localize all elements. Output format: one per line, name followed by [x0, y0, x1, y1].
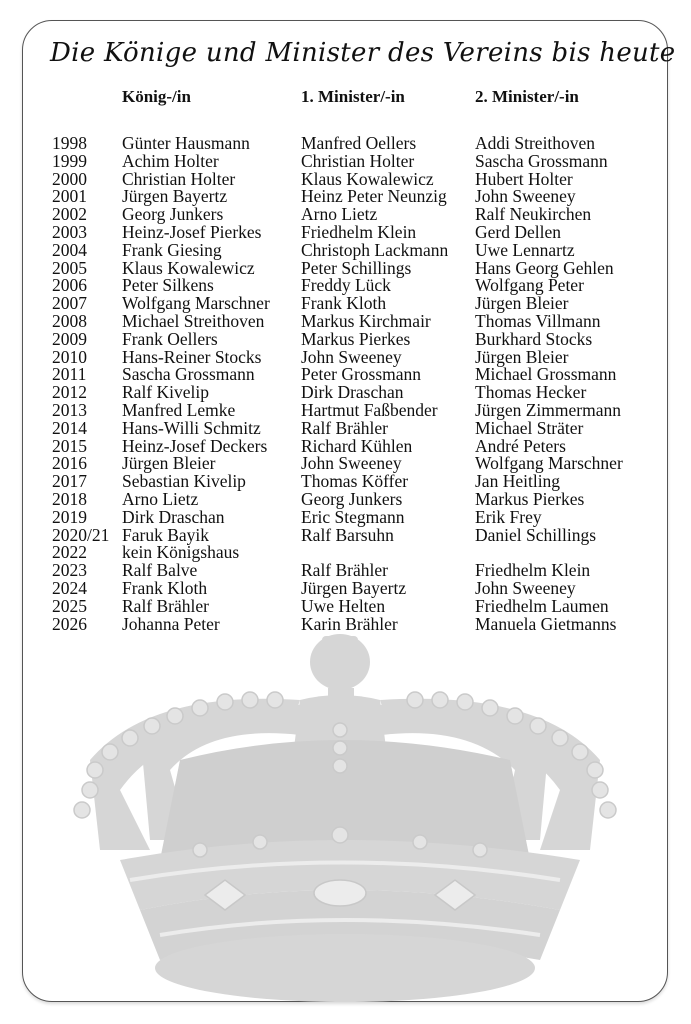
- minister1-cell: Richard Kühlen: [301, 435, 413, 456]
- table-row: [0, 417, 691, 438]
- king-cell: Christian Holter: [122, 168, 236, 189]
- minister1-cell: Peter Schillings: [301, 257, 412, 278]
- minister1-cell: Dirk Draschan: [301, 382, 404, 403]
- minister1-cell: Frank Kloth: [301, 293, 387, 314]
- king-cell: Ralf Balve: [122, 560, 198, 581]
- year-cell: 2020/21: [52, 524, 110, 545]
- king-cell: Michael Streithoven: [122, 310, 265, 331]
- king-cell: Heinz-Josef Pierkes: [122, 221, 262, 242]
- year-cell: 2022: [52, 542, 87, 563]
- header-minister2: 2. Minister/-in: [475, 87, 579, 106]
- minister2-cell: Burkhard Stocks: [475, 328, 593, 349]
- year-cell: 2023: [52, 560, 87, 581]
- minister1-cell: Manfred Oellers: [301, 133, 417, 153]
- year-cell: 2001: [52, 186, 87, 207]
- minister2-cell: Erik Frey: [475, 506, 542, 527]
- king-cell: Frank Oellers: [122, 328, 218, 349]
- king-cell: Hans-Willi Schmitz: [122, 417, 261, 438]
- minister1-cell: Karin Brähler: [301, 613, 398, 634]
- king-cell: Ralf Kivelip: [122, 382, 209, 403]
- minister2-cell: Hans Georg Gehlen: [475, 257, 614, 278]
- king-cell: Jürgen Bayertz: [122, 186, 228, 207]
- year-cell: 2005: [52, 257, 87, 278]
- year-cell: 2015: [52, 435, 87, 456]
- minister1-cell: Ralf Brähler: [301, 417, 388, 438]
- year-cell: 2006: [52, 275, 87, 296]
- year-cell: 1999: [52, 150, 87, 171]
- minister1-cell: Christian Holter: [301, 150, 415, 171]
- year-cell: 2019: [52, 506, 87, 527]
- minister1-cell: John Sweeney: [301, 346, 402, 367]
- king-cell: Ralf Brähler: [122, 595, 209, 616]
- year-cell: 2003: [52, 221, 87, 242]
- table-row: [0, 506, 691, 527]
- minister2-cell: Jürgen Zimmermann: [475, 399, 621, 420]
- minister1-cell: Ralf Brähler: [301, 560, 388, 581]
- minister2-cell: André Peters: [475, 435, 566, 456]
- minister1-cell: Georg Junkers: [301, 488, 403, 509]
- year-cell: 2009: [52, 328, 87, 349]
- king-cell: kein Königshaus: [122, 542, 240, 563]
- minister1-cell: Friedhelm Klein: [301, 221, 417, 242]
- year-cell: 2010: [52, 346, 87, 367]
- minister1-cell: Ralf Barsuhn: [301, 524, 394, 545]
- year-cell: 2018: [52, 488, 87, 509]
- year-cell: 2014: [52, 417, 87, 438]
- header-king: König-/in: [122, 87, 191, 106]
- minister1-cell: Arno Lietz: [301, 204, 378, 225]
- year-cell: 2004: [52, 239, 87, 260]
- year-cell: 2000: [52, 168, 87, 189]
- minister1-cell: Thomas Köffer: [301, 471, 409, 492]
- minister1-cell: Peter Grossmann: [301, 364, 422, 385]
- king-cell: Manfred Lemke: [122, 399, 236, 420]
- minister2-cell: Michael Sträter: [475, 417, 584, 438]
- minister2-cell: Addi Streithoven: [475, 133, 596, 153]
- minister2-cell: Ralf Neukirchen: [475, 204, 592, 225]
- table-row: [0, 239, 691, 260]
- minister1-cell: Markus Kirchmair: [301, 310, 431, 331]
- minister2-cell: Michael Grossmann: [475, 364, 617, 385]
- king-cell: Klaus Kowalewicz: [122, 257, 255, 278]
- king-cell: Hans-Reiner Stocks: [122, 346, 262, 367]
- minister1-cell: Hartmut Faßbender: [301, 399, 438, 420]
- minister2-cell: Thomas Villmann: [475, 310, 601, 331]
- king-cell: Johanna Peter: [122, 613, 220, 634]
- minister1-cell: Markus Pierkes: [301, 328, 411, 349]
- kings-table: [0, 135, 691, 633]
- minister2-cell: Wolfgang Peter: [475, 275, 584, 296]
- minister2-cell: Markus Pierkes: [475, 488, 585, 509]
- year-cell: 2017: [52, 471, 87, 492]
- minister1-cell: Christoph Lackmann: [301, 239, 449, 260]
- minister2-cell: Daniel Schillings: [475, 524, 597, 545]
- king-cell: Georg Junkers: [122, 204, 224, 225]
- minister1-cell: Jürgen Bayertz: [301, 577, 407, 598]
- year-cell: 2002: [52, 204, 87, 225]
- minister2-cell: Thomas Hecker: [475, 382, 587, 403]
- king-cell: Achim Holter: [122, 150, 219, 171]
- table-row: [0, 595, 691, 616]
- year-cell: 2024: [52, 577, 87, 598]
- king-cell: Peter Silkens: [122, 275, 214, 296]
- minister1-cell: Uwe Helten: [301, 595, 386, 616]
- king-cell: Heinz-Josef Deckers: [122, 435, 268, 456]
- minister2-cell: Uwe Lennartz: [475, 239, 575, 260]
- table-row: [0, 613, 691, 634]
- king-cell: Sebastian Kivelip: [122, 471, 246, 492]
- year-cell: 2011: [52, 364, 87, 385]
- minister1-cell: John Sweeney: [301, 453, 402, 474]
- minister2-cell: Hubert Holter: [475, 168, 573, 189]
- year-cell: 2026: [52, 613, 87, 634]
- year-cell: 2013: [52, 399, 87, 420]
- page-title: Die Könige und Minister des Vereins bis heute: [50, 38, 676, 68]
- year-cell: 2007: [52, 293, 87, 314]
- header-minister1: 1. Minister/-in: [301, 87, 405, 106]
- year-cell: 2012: [52, 382, 87, 403]
- minister1-cell: Heinz Peter Neunzig: [301, 186, 447, 207]
- king-cell: Sascha Grossmann: [122, 364, 255, 385]
- king-cell: Arno Lietz: [122, 488, 199, 509]
- minister2-cell: Sascha Grossmann: [475, 150, 608, 171]
- minister2-cell: John Sweeney: [475, 186, 576, 207]
- year-cell: 1998: [52, 133, 87, 153]
- minister2-cell: Friedhelm Laumen: [475, 595, 609, 616]
- minister2-cell: Manuela Gietmanns: [475, 613, 617, 634]
- king-cell: Faruk Bayik: [122, 524, 210, 545]
- year-cell: 2016: [52, 453, 87, 474]
- minister2-cell: Jürgen Bleier: [475, 293, 569, 314]
- king-cell: Frank Giesing: [122, 239, 222, 260]
- minister2-cell: Wolfgang Marschner: [475, 453, 623, 474]
- year-cell: 2008: [52, 310, 87, 331]
- minister2-cell: Jürgen Bleier: [475, 346, 569, 367]
- minister1-cell: Klaus Kowalewicz: [301, 168, 434, 189]
- minister2-cell: John Sweeney: [475, 577, 576, 598]
- minister2-cell: Friedhelm Klein: [475, 560, 591, 581]
- king-cell: Wolfgang Marschner: [122, 293, 270, 314]
- minister1-cell: Freddy Lück: [301, 275, 391, 296]
- minister2-cell: Jan Heitling: [475, 471, 561, 492]
- minister1-cell: Eric Stegmann: [301, 506, 405, 527]
- table-row: [0, 524, 691, 545]
- table-row: [0, 150, 691, 171]
- king-cell: Jürgen Bleier: [122, 453, 216, 474]
- table-row: [0, 328, 691, 349]
- king-cell: Frank Kloth: [122, 577, 208, 598]
- minister2-cell: Gerd Dellen: [475, 221, 562, 242]
- king-cell: Günter Hausmann: [122, 133, 250, 153]
- year-cell: 2025: [52, 595, 87, 616]
- king-cell: Dirk Draschan: [122, 506, 225, 527]
